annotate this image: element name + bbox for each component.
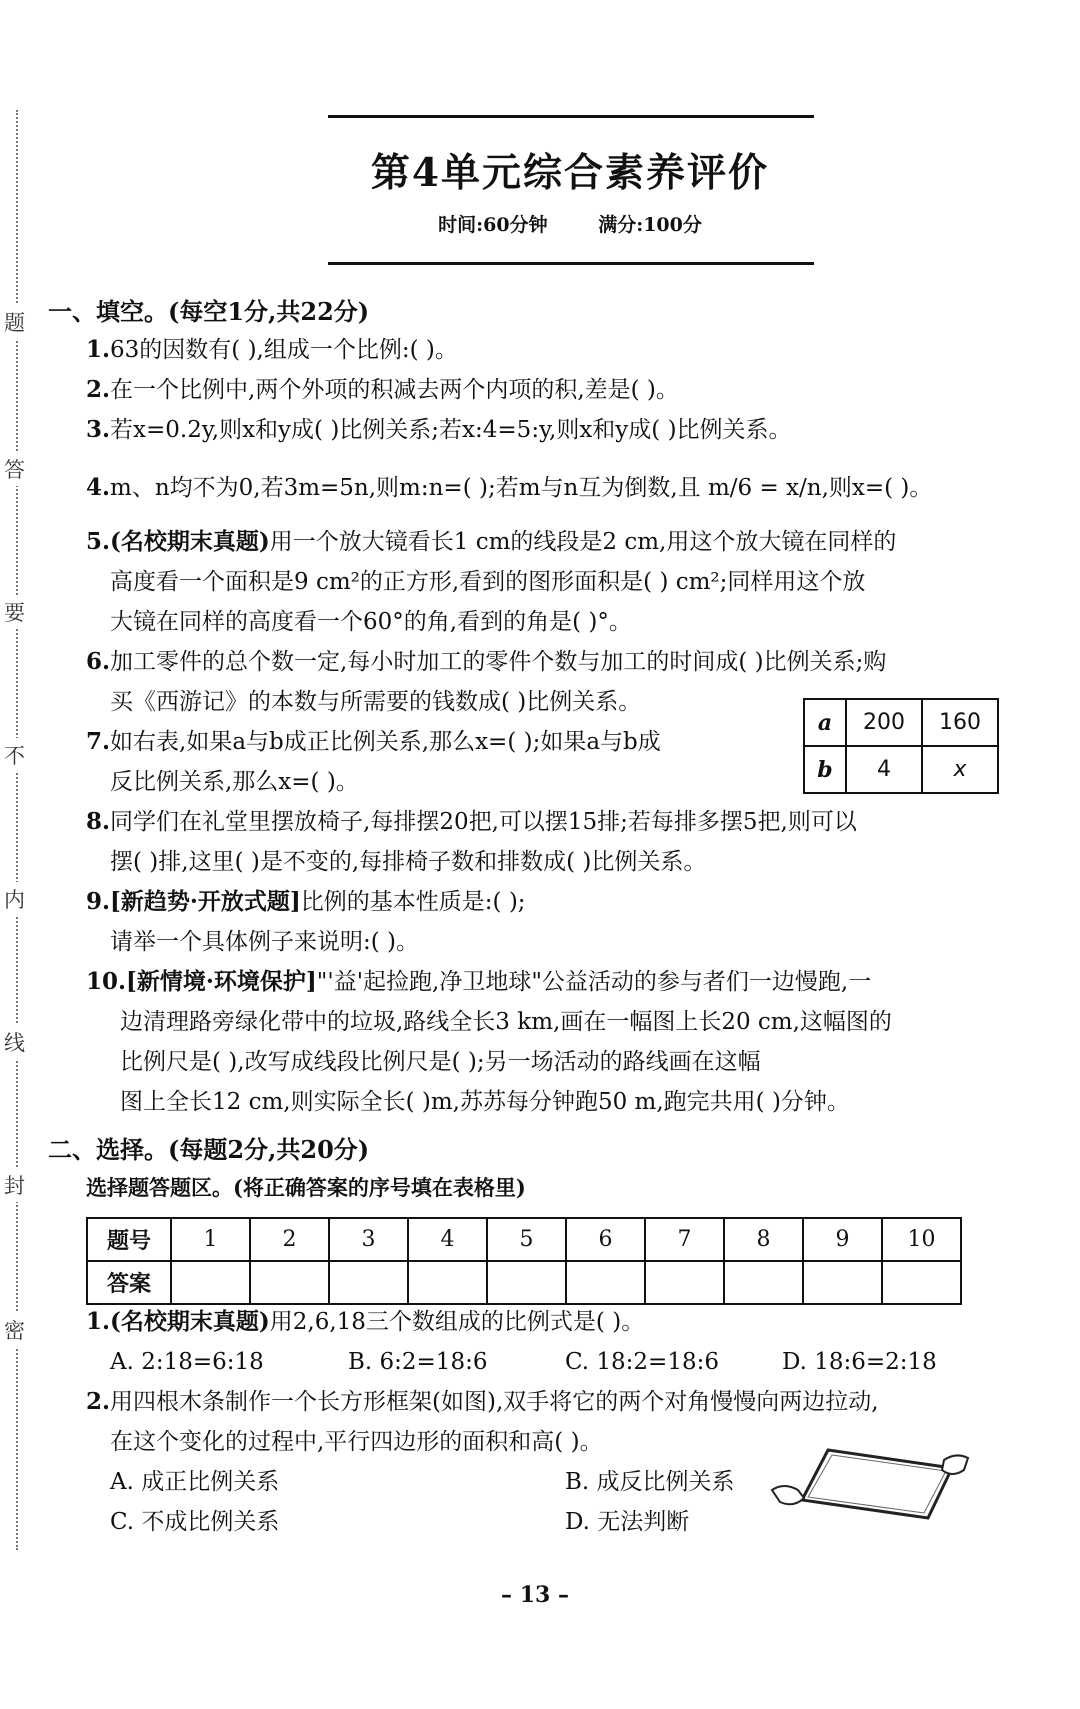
question-number: 5. xyxy=(86,528,111,555)
header-bottom-rule xyxy=(328,262,814,265)
option-c: C. 不成比例关系 xyxy=(110,1509,280,1535)
table-cell: 7 xyxy=(645,1218,724,1261)
question-9 xyxy=(86,882,986,922)
question-5 xyxy=(86,522,986,562)
table-row xyxy=(87,1218,961,1261)
question-6-line-2: 买《西游记》的本数与所需要的钱数成( )比例关系。 xyxy=(110,689,642,715)
option-d: D. 无法判断 xyxy=(565,1509,690,1535)
option-b: B. 成反比例关系 xyxy=(565,1469,735,1495)
answer-cell[interactable] xyxy=(487,1261,566,1304)
question-10 xyxy=(86,962,986,1002)
question-text: 用四根木条制作一个长方形框架(如图),双手将它的两个对角慢慢向两边拉动, xyxy=(110,1389,879,1415)
question-text: 若x=0.2y,则x和y成( )比例关系;若x:4=5:y,则x和y成( )比例关系。 xyxy=(110,417,792,443)
section-heading: 一、填空。(每空1分,共22分) xyxy=(48,297,370,326)
question-3 xyxy=(86,410,986,450)
question-text: 63的因数有( ),组成一个比例:( )。 xyxy=(110,337,458,363)
table-row xyxy=(804,746,998,793)
answer-cell[interactable] xyxy=(250,1261,329,1304)
binding-char: 密 xyxy=(4,1313,25,1347)
question-tag: (名校期末真题) xyxy=(110,528,270,555)
question-text: 用2,6,18三个数组成的比例式是( )。 xyxy=(269,1309,645,1335)
question-number: 10. xyxy=(86,968,127,995)
table-cell: 1 xyxy=(171,1218,250,1261)
exam-score: 满分:100分 xyxy=(598,214,702,236)
answer-table xyxy=(86,1217,962,1305)
answer-cell[interactable] xyxy=(408,1261,487,1304)
exam-meta xyxy=(0,210,1080,237)
question-number: 8. xyxy=(86,808,111,835)
option-d: D. 18:6=2:18 xyxy=(782,1349,937,1375)
question-2 xyxy=(86,370,986,410)
answer-area-note: 选择题答题区。(将正确答案的序号填在表格里) xyxy=(86,1175,526,1200)
answer-cell[interactable] xyxy=(329,1261,408,1304)
question-5-line-2: 高度看一个面积是9 cm²的正方形,看到的图形面积是( ) cm²;同样用这个放 xyxy=(110,569,866,595)
question-number: 2. xyxy=(86,376,111,403)
question-number: 4. xyxy=(86,474,111,501)
question-10-line-3: 比例尺是( ),改写成线段比例尺是( );另一场活动的路线画在这幅 xyxy=(120,1049,761,1075)
question-5-line-3: 大镜在同样的高度看一个60°的角,看到的角是( )°。 xyxy=(110,609,632,635)
question-1 xyxy=(86,330,986,370)
question-number: 6. xyxy=(86,648,111,675)
question-text: 比例的基本性质是:( ); xyxy=(300,889,526,915)
option-c: C. 18:2=18:6 xyxy=(565,1349,719,1375)
page-title: 第4单元综合素养评价 xyxy=(370,150,770,196)
answer-cell[interactable] xyxy=(724,1261,803,1304)
question-number: 9. xyxy=(86,888,111,915)
question-number: 7. xyxy=(86,728,111,755)
question-tag: [新情境·环境保护] xyxy=(126,968,317,995)
table-cell: 题号 xyxy=(87,1218,171,1261)
answer-cell[interactable] xyxy=(171,1261,250,1304)
table-cell: 10 xyxy=(882,1218,961,1261)
table-cell: 160 xyxy=(922,699,998,746)
table-cell: 答案 xyxy=(87,1261,171,1304)
option-b: B. 6:2=18:6 xyxy=(348,1349,488,1375)
binding-char: 要 xyxy=(4,595,25,629)
question-tag: [新趋势·开放式题] xyxy=(110,888,301,915)
table-row xyxy=(87,1261,961,1304)
binding-char: 线 xyxy=(4,1025,25,1059)
binding-char: 不 xyxy=(4,738,25,772)
question-text: m、n均不为0,若3m=5n,则m:n=( );若m与n互为倒数,且 m/6 = x/n,则x=( )。 xyxy=(110,475,933,501)
binding-char: 题 xyxy=(4,305,25,339)
option-a: A. 2:18=6:18 xyxy=(110,1349,264,1375)
table-cell: x xyxy=(922,746,998,793)
right-hand-icon xyxy=(942,1455,968,1474)
table-cell: 3 xyxy=(329,1218,408,1261)
question-6 xyxy=(86,642,986,682)
question-10-line-2: 边清理路旁绿化带中的垃圾,路线全长3 km,画在一幅图上长20 cm,这幅图的 xyxy=(120,1009,892,1035)
choice-question-1 xyxy=(86,1302,986,1342)
question-number: 3. xyxy=(86,416,111,443)
table-cell: 200 xyxy=(846,699,922,746)
section-heading: 二、选择。(每题2分,共20分) xyxy=(48,1135,370,1164)
question-number: 1. xyxy=(86,336,111,363)
table-row xyxy=(804,699,998,746)
choice-question-2 xyxy=(86,1382,986,1422)
table-cell: 8 xyxy=(724,1218,803,1261)
question-text: "'益'起捡跑,净卫地球"公益活动的参与者们一边慢跑,一 xyxy=(316,969,872,995)
question-tag: (名校期末真题) xyxy=(110,1308,270,1335)
table-cell: 4 xyxy=(408,1218,487,1261)
rectangle-frame-figure xyxy=(770,1438,970,1528)
ratio-table xyxy=(803,698,999,794)
table-cell: 6 xyxy=(566,1218,645,1261)
binding-char: 内 xyxy=(4,882,25,916)
question-8-line-2: 摆( )排,这里( )是不变的,每排椅子数和排数成( )比例关系。 xyxy=(110,849,707,875)
question-number: 1. xyxy=(86,1308,111,1335)
answer-cell[interactable] xyxy=(566,1261,645,1304)
left-hand-icon xyxy=(772,1486,804,1504)
answer-cell[interactable] xyxy=(882,1261,961,1304)
question-9-line-2: 请举一个具体例子来说明:( )。 xyxy=(110,929,420,955)
table-cell: 9 xyxy=(803,1218,882,1261)
question-text: 加工零件的总个数一定,每小时加工的零件个数与加工的时间成( )比例关系;购 xyxy=(110,649,887,675)
wooden-frame xyxy=(802,1450,952,1518)
table-cell: 5 xyxy=(487,1218,566,1261)
question-number: 2. xyxy=(86,1388,111,1415)
question-7 xyxy=(86,722,786,762)
choice-question-2-line-2: 在这个变化的过程中,平行四边形的面积和高( )。 xyxy=(110,1429,603,1455)
question-10-line-4: 图上全长12 cm,则实际全长( )m,苏苏每分钟跑50 m,跑完共用( )分钟。 xyxy=(120,1089,850,1115)
question-7-line-2: 反比例关系,那么x=( )。 xyxy=(110,769,359,795)
option-a: A. 成正比例关系 xyxy=(110,1469,280,1495)
exam-time: 时间:60分钟 xyxy=(438,214,548,236)
binding-char: 封 xyxy=(4,1168,25,1202)
question-8 xyxy=(86,802,986,842)
question-text: 在一个比例中,两个外项的积减去两个内项的积,差是( )。 xyxy=(110,377,679,403)
header-top-rule xyxy=(328,115,814,118)
answer-cell[interactable] xyxy=(645,1261,724,1304)
question-text: 用一个放大镜看长1 cm的线段是2 cm,用这个放大镜在同样的 xyxy=(269,529,897,555)
table-cell: b xyxy=(804,746,846,793)
question-text: 如右表,如果a与b成正比例关系,那么x=( );如果a与b成 xyxy=(110,729,661,755)
page-number: – 13 – xyxy=(501,1582,569,1608)
answer-cell[interactable] xyxy=(803,1261,882,1304)
table-cell: 4 xyxy=(846,746,922,793)
table-cell: a xyxy=(804,699,846,746)
binding-char: 答 xyxy=(4,452,25,486)
table-cell: 2 xyxy=(250,1218,329,1261)
question-4 xyxy=(86,468,986,508)
question-text: 同学们在礼堂里摆放椅子,每排摆20把,可以摆15排;若每排多摆5把,则可以 xyxy=(110,809,857,835)
